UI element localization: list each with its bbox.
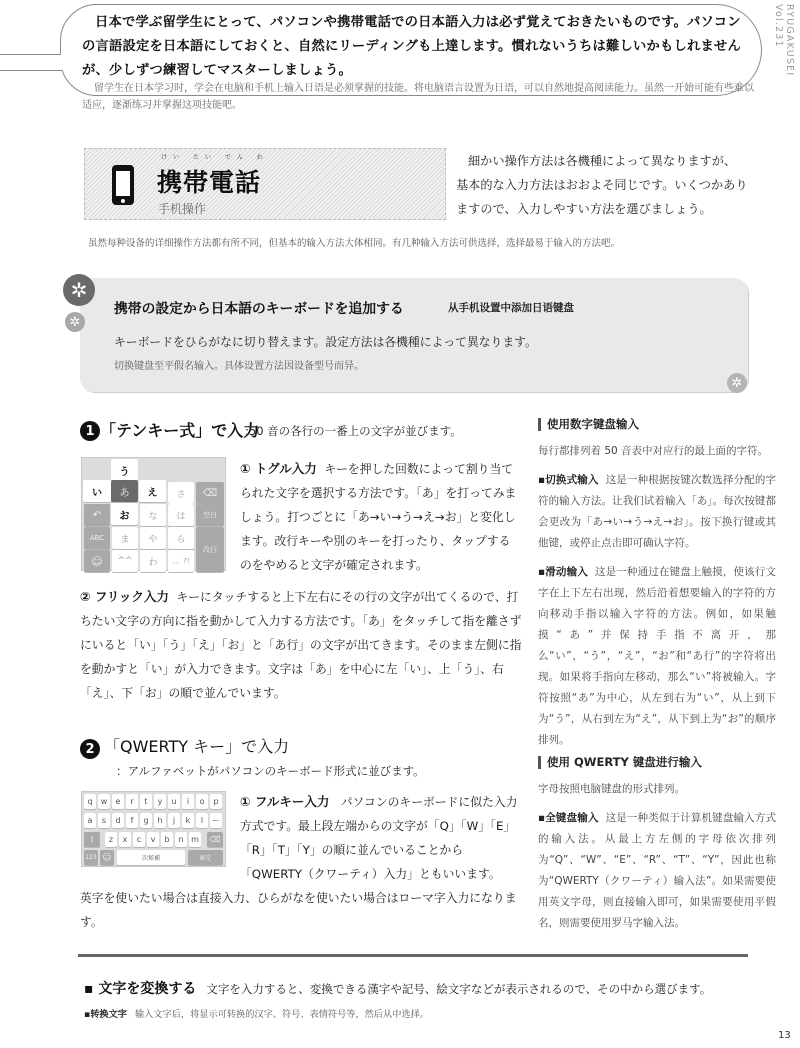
key-m: m — [189, 832, 201, 847]
fullkey-input-continuation: 英字を使いたい場合は直接入力、ひらがなを使いたい場合はローマ字入力になります。 — [80, 891, 517, 929]
section1-title: 「テンキー式」で入力 — [100, 421, 260, 440]
key-sa: さ — [168, 482, 194, 504]
chinese-flick-text: 这是一种通过在键盘上触摸，使该行文字在上下左右出现，然后沿着想要输入的字符的方向移动手指以输入字符的方法。例如，如果触摸“あ”并保持手指不离开，那么“い”，“う”，“え”，“お”和“あ行”的字符将出现。如果将手指向左移动，那么“い”将被输入。字符按照“あ”为中心，从左到右为“い”，从上到下为“う”，从右到左为“え”，从下到上为“お”的顺序排列。 — [538, 566, 776, 746]
key-o: o — [196, 794, 208, 809]
key-u: u — [168, 794, 180, 809]
key-ra: ら — [168, 527, 194, 549]
flick-input-label: ② フリック入力 — [80, 589, 169, 604]
chinese-toggle-text: 这是一种根据按键次数选择分配的字符的输入方法。让我们试着输入「あ」。每次按键都会更改为「あ→い→う→え→お」。按下换行键或其他键，或停止点击即可确认字符。 — [538, 474, 776, 549]
chinese-tenkey-intro: 每行都排列着 50 音表中对应行的最上面的字符。 — [538, 445, 769, 457]
settings-body-chinese: 切换键盘至平假名输入。具体设置方法因设备型号而异。 — [114, 361, 364, 372]
key-c: c — [133, 832, 145, 847]
chinese-heading-qwerty: 使用 QWERTY 键盘进行输入 — [538, 752, 776, 773]
toggle-input-text: キーを押した回数によって割り当てられた文字を選択する方法です。「あ」を打ってみましょう。打つごとに「あ→い→う→え→お」と変化します。改行キーや別のキーを打ったり、タップするのをやめると文字が確定されます。 — [240, 462, 517, 572]
key-n: n — [175, 832, 187, 847]
chinese-fullkey-text: 这是一种类似于计算机键盘输入方式的输入法。从最上方左侧的字母依次排列为“Q”、“W”、“E”、“R”、“T”、“Y”，因此也称为“QWERTY（クワーティ）输入法”。如果需要使用英文字母，则直接输入即可，如果需要使用平假名，则需要使用罗马字输入法。 — [538, 812, 776, 929]
punctuation-key: 、。?! — [168, 550, 194, 572]
shift-key: ⇧ — [84, 832, 100, 847]
convert-text-chinese-body: 输入文字后，将显示可转换的汉字、符号、表情符号等，然后从中选择。 — [134, 1009, 429, 1020]
bubble-tail-line — [0, 54, 66, 55]
key-z: z — [105, 832, 117, 847]
space-key: 空白 — [196, 504, 224, 526]
key-a: あ — [111, 480, 138, 502]
delete-key: ⌫ — [207, 832, 223, 847]
section-number-badge: 1 — [80, 421, 100, 441]
key-w: w — [98, 794, 110, 809]
toggle-input-label: ① トグル入力 — [240, 461, 317, 476]
key-l: l — [196, 813, 208, 828]
key-k: k — [182, 813, 194, 828]
key-j: j — [168, 813, 180, 828]
abc-key: ABC — [84, 527, 110, 549]
chinese-column-qwerty — [538, 752, 776, 942]
emoji-key: ☺ — [84, 550, 110, 572]
chinese-column-tenkey — [538, 414, 776, 759]
key-q: q — [84, 794, 96, 809]
settings-body: キーボードをひらがなに切り替えます。設定方法は各機種によって異なります。 — [114, 335, 537, 349]
settings-title-chinese: 从手机设置中添加日语键盘 — [448, 302, 574, 314]
chinese-toggle-paragraph — [538, 470, 776, 554]
chinese-toggle-label: ▪切换式输入 — [538, 474, 599, 486]
chinese-fullkey-label: ▪全键盘输入 — [538, 812, 599, 824]
key-ha: は — [168, 504, 194, 526]
key-p: p — [210, 794, 222, 809]
key-s: s — [98, 813, 110, 828]
key-i: い — [83, 480, 111, 502]
mobile-description-chinese: 虽然每种设备的详细操作方法都有所不同，但基本的输入方法大体相同。有几种输入方法可供选择，选择最易于输入的方法吧。 — [88, 238, 621, 249]
key-f: f — [126, 813, 138, 828]
convert-label: ▪ 文字を変換する — [84, 981, 197, 997]
chinese-heading-tenkey: 使用数字键盘输入 — [538, 414, 776, 435]
key-x: x — [119, 832, 131, 847]
number-key: 123 — [84, 850, 98, 865]
section1-subtitle: :50 音の各行の一番上の文字が並びます。 — [245, 424, 462, 438]
gear-icon: ✲ — [65, 312, 85, 332]
key-t: t — [140, 794, 152, 809]
undo-key: ↶ — [84, 504, 110, 526]
gear-icon: ✲ — [727, 373, 747, 393]
divider — [78, 954, 748, 957]
key-e: e — [112, 794, 124, 809]
key-g: g — [140, 813, 152, 828]
key-i: i — [182, 794, 194, 809]
key-r: r — [126, 794, 138, 809]
toggle-input-paragraph — [240, 457, 522, 577]
flick-input-paragraph — [80, 585, 522, 705]
intro-japanese-text: 日本で学ぶ留学生にとって、パソコンや携帯電話での日本語入力は必ず覚えておきたいものです。パソコンの言語設定を日本語にしておくと、自然にリーディングも上達します。慣れないうちは難しいかもしれませんが、少しずつ練習してマスターしましょう。 — [82, 15, 741, 78]
delete-key: ⌫ — [196, 482, 224, 504]
mobile-section-subtitle: 手机操作 — [158, 202, 207, 216]
flick-input-text: キーにタッチすると上下左右にその行の文字が出てくるので、打ちたい文字の方向に指を動かして入力する方法です。「あ」をタッチして指を離さずにいると「い」「う」「え」「お」と「あ行」の文字が出てきます。そのまま左側に指を動かすと「い」が入力できます。文字は「あ」を中心に左「い」、上「う」、右「え」、下「お」の順で並んでいます。 — [80, 590, 522, 700]
key-e: え — [139, 480, 166, 502]
key-u: う — [111, 459, 138, 481]
kigou-key: ^^ — [112, 550, 138, 572]
enter-key: 改行 — [196, 527, 224, 572]
section2-subtitle: ：アルファベットがパソコンのキーボード形式に並びます。 — [116, 764, 425, 778]
convert-label-chinese: ▪转换文字 — [84, 1009, 127, 1020]
key-d: d — [112, 813, 124, 828]
mobile-description: 細かい操作方法は各機種によって異なりますが、基本的な入力方法はおおよそ同じです。いくつかありますので、入力しやすい方法を選びましょう。 — [456, 154, 748, 216]
key-y: y — [154, 794, 166, 809]
key-b: b — [161, 832, 173, 847]
chinese-flick-paragraph — [538, 562, 776, 751]
fullkey-input-label: ① フルキー入力 — [240, 794, 330, 809]
confirm-key: 確定 — [188, 850, 223, 865]
key-o: お — [111, 503, 138, 525]
fullkey-input-text: パソコンのキーボードに似た入力方式です。最上段左端からの文字が「Q」「W」「E」「R」「T」「Y」の順に並んでいることから「QWERTY（クワーティ）入力」ともいいます。 — [240, 795, 518, 881]
mobile-section-header — [84, 148, 446, 220]
mobile-section-title: 携帯電話 — [157, 168, 262, 197]
key-ma: ま — [112, 527, 138, 549]
chinese-flick-label: ▪滑动输入 — [538, 566, 588, 578]
settings-title: 携帯の設定から日本語のキーボードを追加する — [114, 301, 404, 317]
chinese-fullkey-paragraph — [538, 808, 776, 934]
title-ruby: けい たい でん わ — [161, 154, 269, 161]
key-v: v — [147, 832, 159, 847]
chinese-qwerty-intro: 字母按照电脑键盘的形式排列。 — [538, 783, 685, 795]
emoji-key: ☺ — [100, 850, 114, 865]
key-h: h — [154, 813, 166, 828]
key-dash: ー — [210, 813, 222, 828]
convert-text-paragraph — [84, 978, 764, 998]
key-a: a — [84, 813, 96, 828]
smartphone-icon — [112, 165, 134, 205]
bubble-tail-opening — [58, 55, 64, 70]
section-number-badge: 2 — [80, 739, 100, 759]
gear-icon: ✲ — [63, 274, 95, 306]
convert-text-chinese — [84, 1006, 429, 1020]
key-ya: や — [140, 527, 166, 549]
next-candidate-key: 次候補 — [117, 850, 185, 865]
fullkey-input-paragraph — [240, 790, 522, 886]
bubble-tail-line — [0, 70, 66, 71]
magazine-side-label: RYUGAKUSEI Vol.231 — [773, 4, 795, 77]
intro-chinese-text: 留学生在日本学习时，学会在电脑和手机上输入日语是必须掌握的技能。将电脑语言设置为日语，可以自然地提高阅读能力。虽然一开始可能有些难以适应，逐渐练习并掌握这项技能吧。 — [82, 83, 754, 111]
key-wa: わ — [140, 550, 166, 572]
page-number: 13 — [778, 1030, 791, 1041]
key-na: な — [140, 504, 166, 526]
section2-title: 「QWERTY キー」で入力 — [104, 737, 290, 756]
tenkey-keyboard-illustration — [81, 457, 226, 571]
convert-text: 文字を入力すると、変換できる漢字や記号、絵文字などが表示されるので、その中から選びます。 — [206, 982, 712, 996]
qwerty-keyboard-illustration — [81, 791, 226, 867]
